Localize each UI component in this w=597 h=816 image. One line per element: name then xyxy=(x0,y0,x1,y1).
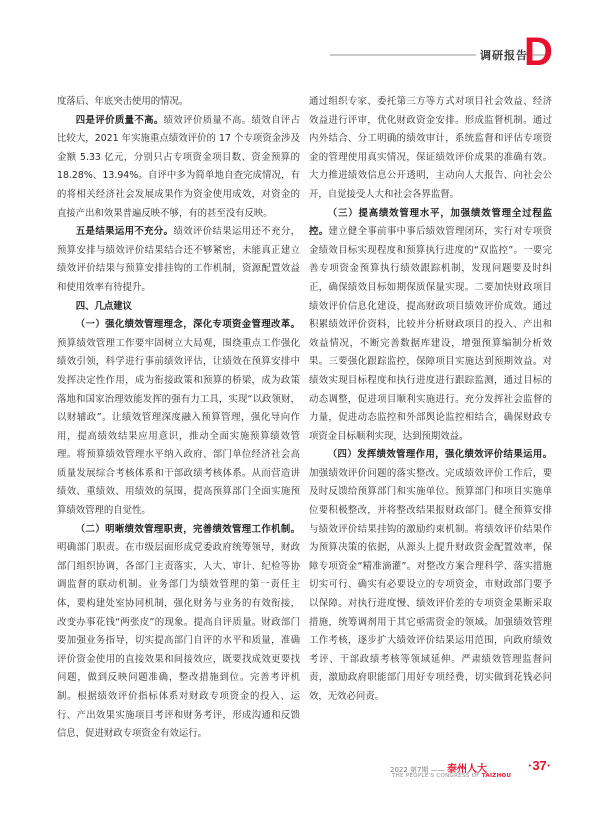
paragraph xyxy=(57,93,300,112)
paragraph xyxy=(57,112,300,224)
footer-subtitle xyxy=(392,773,511,779)
page-footer xyxy=(370,760,570,790)
section-title: 调研报告 xyxy=(476,47,532,63)
paragraph-text: 明确部门职责。在市级层面形成党委政府统筹领导，财政部门组织协调，各部门主责落实，人大、审计、纪检等协调监督的联动机制。业务部门为绩效管理的第一责任主体，要构建处室协同机制，强化财务与业务的有效衔接，改变办事花钱“两张皮”的现象。提高自评质量。财政部门要加强业务指导，切实提高部门自评的水平和质量，准确评价资金使用的直接效果和间接效应，既要找成效更要找问题，做到反映问题准确，整改措施到位。完善考评机制。根据绩效评价指标体系对财政专项资金的投入、运行、产出效果实施项目考评和财务考评，形成沟通和反馈信息，促进财政专项资金有效运行。 xyxy=(57,542,300,740)
footer-issue-line: 2022 第7期 —— 泰州人大 xyxy=(390,764,487,775)
paragraph-text: 绩效评价质量不高。绩效自评占比较大，2021 年实施重点绩效评价的 17 个专项资金涉及金额 5.33 亿元，分别只占专项资金项目数、资金预算的 18.28%、13.94%。自评中多为简单地自查完成情况，有的将相关经济社会发展成果作为资金使用成效，对资金的直接产出和效果普遍反映不够，有的甚至没有反映。 xyxy=(57,114,300,219)
subtitle-city: TAIZHOU xyxy=(481,773,512,779)
issue-label: 2022 第7期 xyxy=(390,766,429,774)
right-text-column xyxy=(309,93,552,707)
paragraph-lead: （四）发挥绩效管理作用，强化绩效评价结果运用。 xyxy=(327,449,552,461)
paragraph xyxy=(309,446,552,706)
page-header xyxy=(0,0,597,80)
section-heading xyxy=(57,298,300,317)
paragraph xyxy=(309,93,552,205)
magazine-brand: 泰州人大 xyxy=(446,764,487,775)
subtitle-prefix: THE PEOPLE'S CONGRESS OF xyxy=(392,773,480,779)
paragraph-lead: （二）明晰绩效管理职责，完善绩效管理工作机制。 xyxy=(75,523,300,535)
paragraph xyxy=(309,205,552,447)
paragraph-lead: （一）强化绩效管理理念，深化专项资金管理改革。 xyxy=(75,319,300,331)
paragraph-text: 建立健全事前事中事后绩效管理闭环，实行对专项资金绩效目标实现程度和预算执行进度的“双监控”。一要完善专项资金预算执行绩效跟踪机制，发现问题要及时纠正，确保绩效目标如期保质保量实现。二要加快财政项目绩效评价信息化建设，提高财政项目绩效评价成效。通过积累绩效评价资料，比较并分析财政项目的投入、产出和效益情况，不断完善数据库建设，增强预算编制分析效果。三要强化跟踪监控，保障项目实施达到预期效益。对绩效实现目标程度和执行进度进行跟踪监测，通过目标的动态调整，促进项目顺利实施进行。充分发挥社会监督的力量，促进动态监控和外部舆论监控相结合，确保财政专项资金目标顺利实现，达到预期效益。 xyxy=(309,226,552,442)
left-text-column xyxy=(57,93,300,744)
paragraph-text: 加强绩效评价问题的落实整改。完成绩效评价工作后，要及时反馈给预算部门和实施单位。预算部门和项目实施单位要积极整改，并将整改结果报财政部门。健全预算安排与绩效评价结果挂钩的激励约束机制。将绩效评价结果作为预算决策的依据，从源头上提升财政资金配置效率，保障专项资金“精准滴灌”。对整改方案合理科学、落实措施切实可行、确实有必要设立的专项资金，市财政部门要予以保障。对执行进度慢、绩效评价差的专项资金果断采取措施，统筹调剂用于其它亟需资金的领域。加强绩效管理工作考核，逐步扩大绩效评价结果运用范围，向政府绩效考评、干部政绩考核等领域延伸。严肃绩效管理监督问责，激励政府职能部门用好专项经费，切实做到花钱必问效，无效必问责。 xyxy=(309,467,552,702)
paragraph-lead: （三）提高绩效管理水平，加强绩效管理全过程监控。 xyxy=(309,207,552,238)
paragraph-text: 预算绩效管理工作要牢固树立大局观，围绕重点工作强化绩效引领，科学进行事前绩效评估，让绩效在预算安排中发挥决定性作用，成为衔接政策和预算的桥梁，成为政策落地和国家治理效能发挥的强有力工具，实现“以政领财，以财辅政”。让绩效管理深度融入预算管理，强化导向作用，提高绩效结果应用意识，推动全面实施预算绩效管理。将预算绩效管理水平纳入政府、部门单位经济社会高质量发展综合考核体系和干部政绩考核体系。从而营造讲绩效、重绩效、用绩效的氛围，提高预算部门全面实施预算绩效管理的自觉性。 xyxy=(57,337,300,517)
paragraph-text: 四、几点建议 xyxy=(75,300,133,312)
paragraph-lead: 四是评价质量不高。 xyxy=(75,114,164,126)
paragraph-text: 度落后、年底突击使用的情况。 xyxy=(57,96,189,107)
section-letter-logo: D xyxy=(524,30,553,74)
paragraph-lead: 五是结果运用不充分。 xyxy=(75,226,174,238)
paragraph-text: 通过组织专家、委托第三方等方式对项目社会效益、经济效益进行评审，优化财政资金安排。形成监督机制。通过内外结合、分工明确的绩效审计，系统监督和评估专项资金的管理使用真实情况，保证绩效评价成果的准确有效。大力推进绩效信息公开透明，主动向人大报告、向社会公开，自觉接受人大和社会各界监督。 xyxy=(309,96,552,200)
paragraph xyxy=(57,316,300,521)
paragraph xyxy=(57,521,300,744)
paragraph xyxy=(57,223,300,297)
paragraph-text: 绩效评价结果运用还不充分，预算安排与绩效评价结果结合还不够紧密，未能真正建立绩效评价结果与预算安排挂钩的工作机制，资源配置效益和使用效率有待提升。 xyxy=(57,226,300,293)
page-number: ·37· xyxy=(528,758,552,773)
